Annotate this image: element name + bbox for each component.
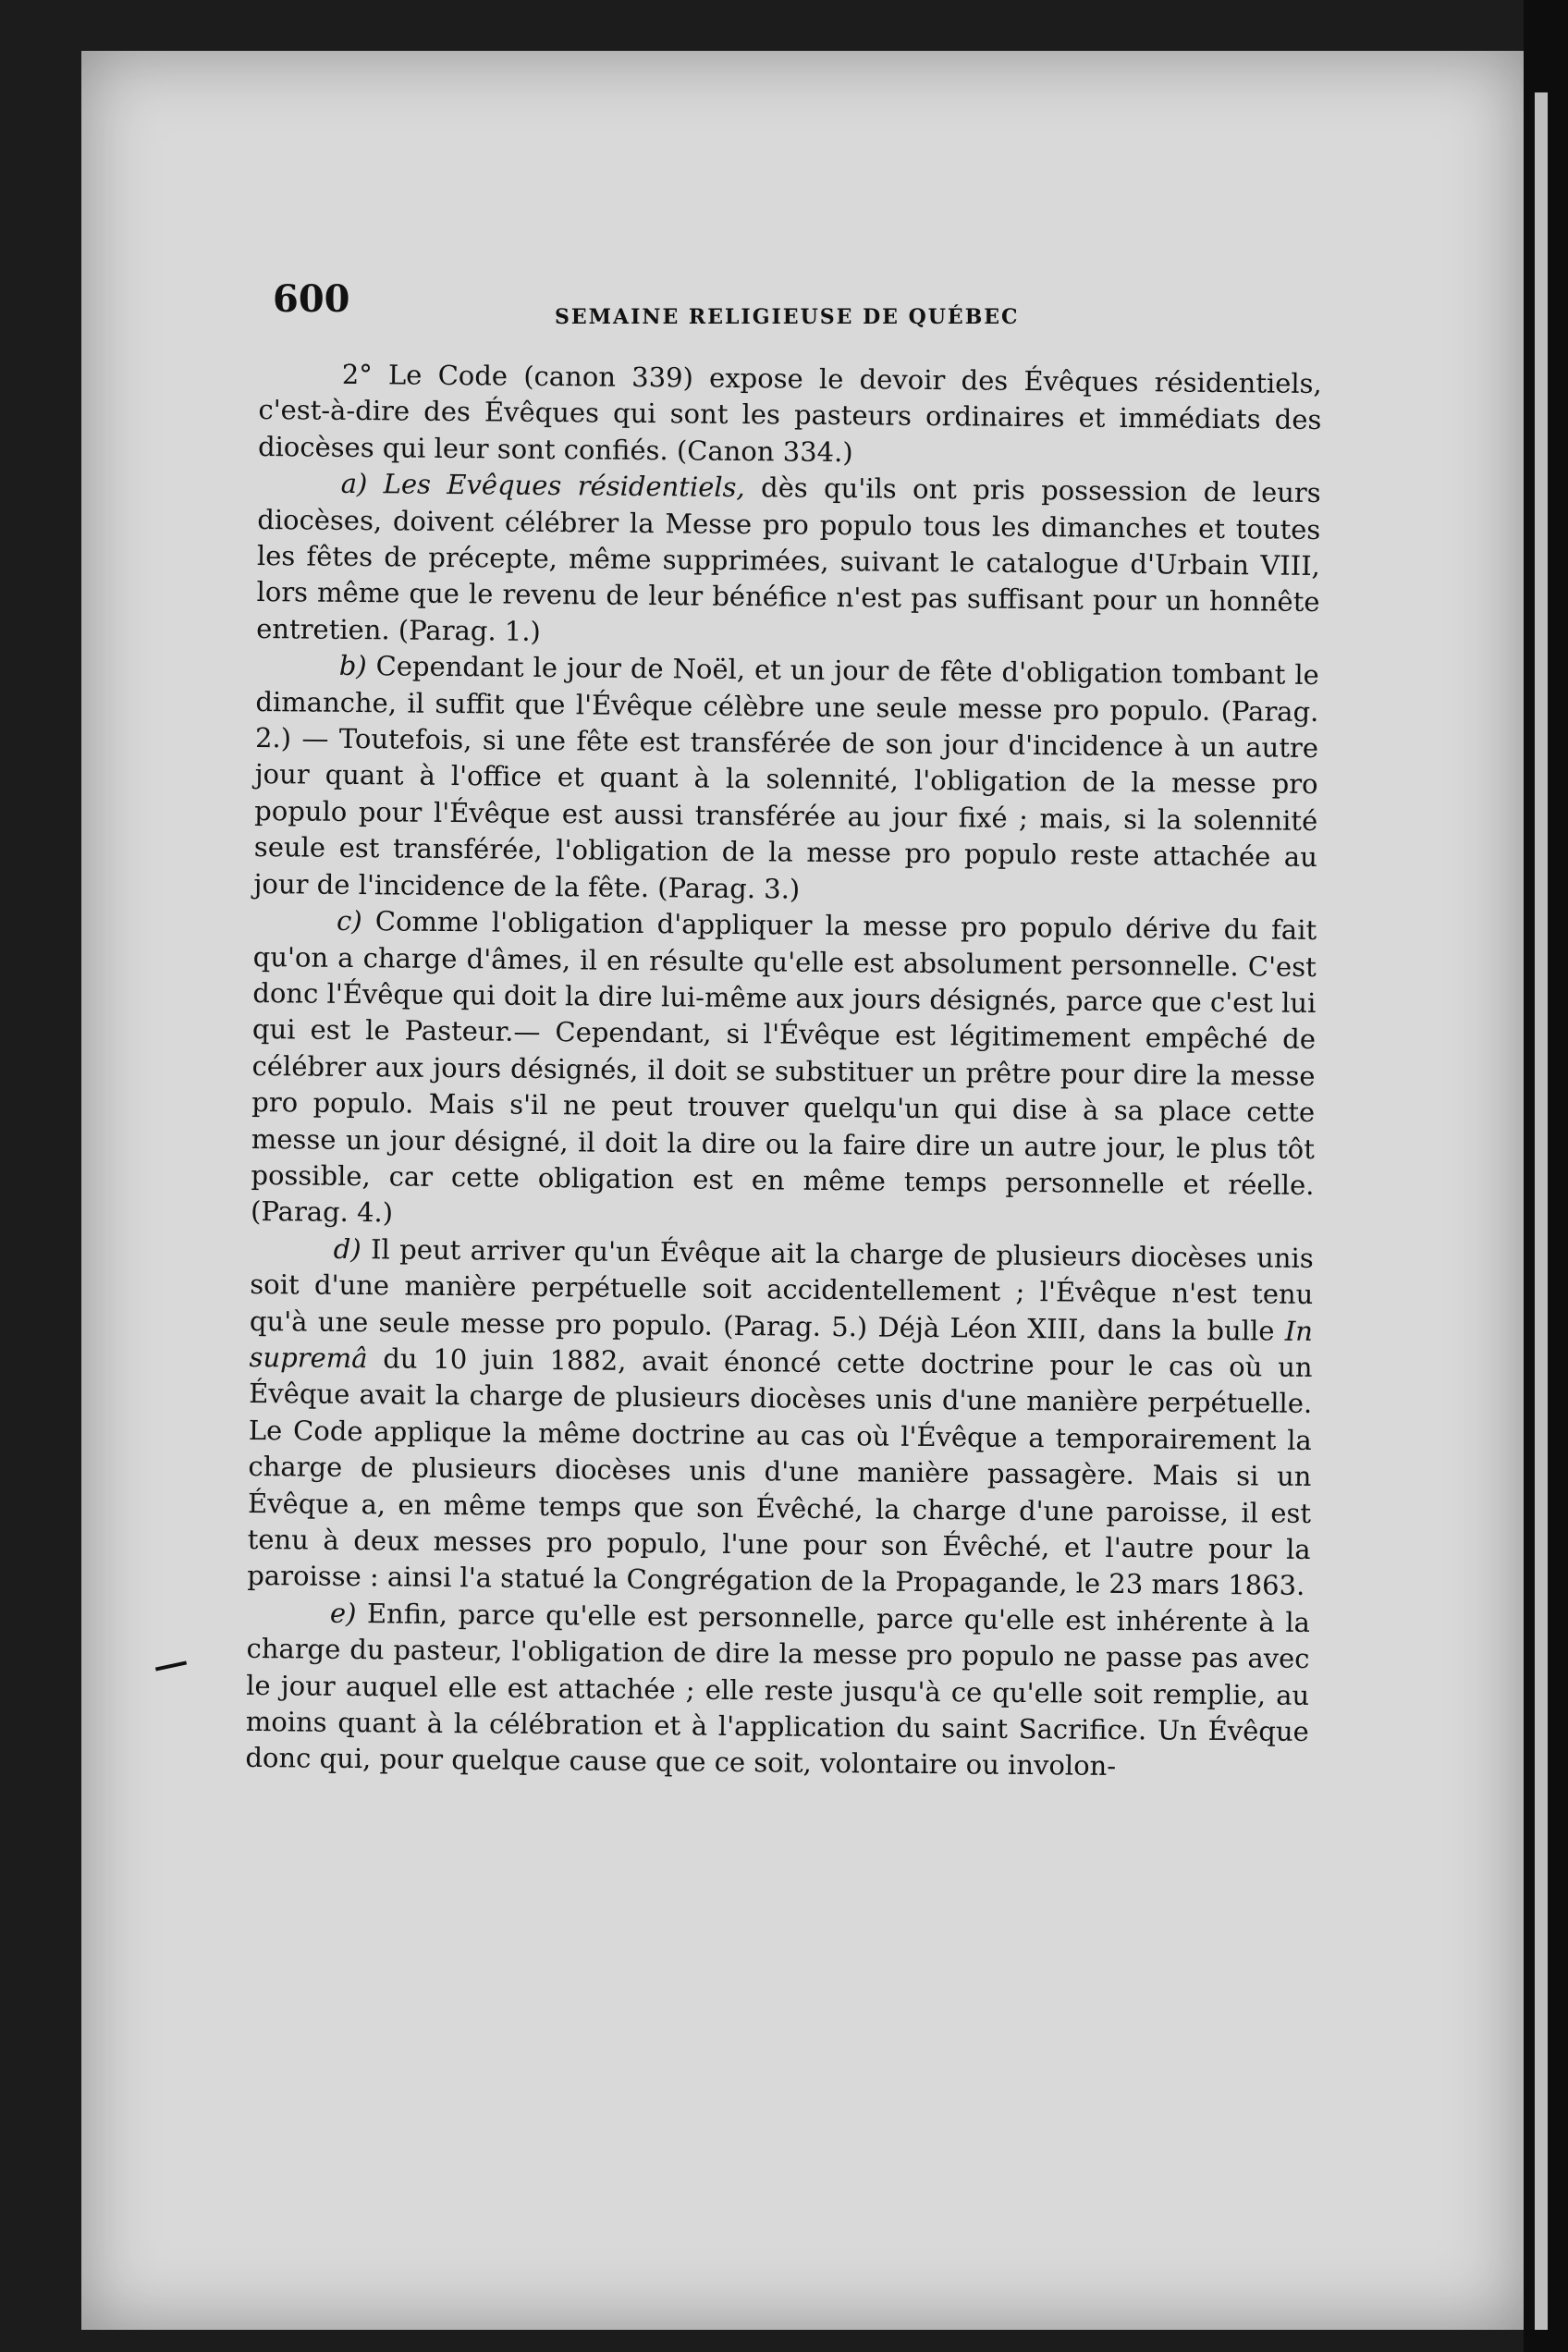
body-text xyxy=(245,356,1322,1787)
adjacent-page-edge xyxy=(1535,92,1548,2330)
paragraph-b: b) Cependant le jour de Noël, et un jour de fête d'obligation tombant le dimanche, il suffit que l'Évêque célèbre une seule messe pro populo. (Parag. 2.) — Toutefois, si une fête est transférée de son jour d'incidence à un autre jour quant à l'office et quant à la solennité, l'obligation de la messe pro populo pour l'Évêque est aussi transférée au jour fixé ; mais, si la solennité seule est transférée, l'obligation de la messe pro populo reste attachée au jour de l'incidence de la fête. (Parag. 3.) xyxy=(253,650,1319,905)
paragraph-a: a) Les Evêques résidentiels, dès qu'ils ont pris possession de leurs diocèses, doivent célébrer la Messe pro populo tous les dimanches et toutes les fêtes de précepte, même supprimées, suivant le catalogue d'Urbain VIII, lors même que le revenu de leur bénéfice n'est pas suffisant pour un honnête entretien. (Parag. 1.) xyxy=(256,468,1321,647)
page-number: 600 xyxy=(273,277,350,321)
paragraph-c: c) Comme l'obligation d'appliquer la messe pro populo dérive du fait qu'on a charge d'âmes, il en résulte qu'elle est absolument personnelle. C'est donc l'Évêque qui doit la dire lui-même aux jours désignés, parce que c'est lui qui est le Pasteur.— Cependant, si l'Évêque est légitimement empêché de célébrer aux jours désignés, il doit se substituer un prêtre pour dire la messe pro populo. Mais s'il ne peut trouver quelqu'un qui dise à sa place cette messe un jour désigné, il doit la dire ou la faire dire un autre jour, le plus tôt possible, car cette obligation est en même temps personnelle et réelle. (Parag. 4.) xyxy=(250,904,1317,1229)
paragraph-1: 2° Le Code (canon 339) expose le devoir des Évêques résidentiels, c'est-à-dire des Évêques qui sont les pasteurs ordinaires et immédiats des diocèses qui leur sont confiés. (Canon 334.) xyxy=(257,358,1322,468)
running-head: SEMAINE RELIGIEUSE DE QUÉBEC xyxy=(555,305,1020,329)
page-header xyxy=(273,277,1327,333)
paragraph-e: e) Enfin, parce qu'elle est personnelle, parce qu'elle est inhérente à la charge du pasteur, l'obligation de dire la messe pro populo ne passe pas avec le jour auquel elle est attachée ; elle reste jusqu'à ce qu'elle soit remplie, au moins quant à la célébration et à l'application du saint Sacrifice. Un Évêque donc qui, pour quelque cause que ce soit, volontaire ou involon- xyxy=(245,1597,1311,1782)
paragraph-d: d) Il peut arriver qu'un Évêque ait la charge de plusieurs diocèses unis soit d'une manière perpétuelle soit accidentellement ; l'Évêque n'est tenu qu'à une seule messe pro populo. (Parag. 5.) Déjà Léon XIII, dans la bulle In supremâ du 10 juin 1882, avait énoncé cette doctrine pour le cas où un Évêque avait la charge de plusieurs diocèses unis d'une manière perpétuelle. Le Code applique la même doctrine au cas où l'Évêque a temporairement la charge de plusieurs diocèses unis d'une manière passagère. Mais si un Évêque a, en même temps que son Évêché, la charge d'une paroisse, il est tenu à deux messes pro populo, l'une pour son Évêché, et l'autre pour la paroisse : ainsi l'a statué la Congrégation de la Propagande, le 23 mars 1863. xyxy=(247,1232,1314,1602)
